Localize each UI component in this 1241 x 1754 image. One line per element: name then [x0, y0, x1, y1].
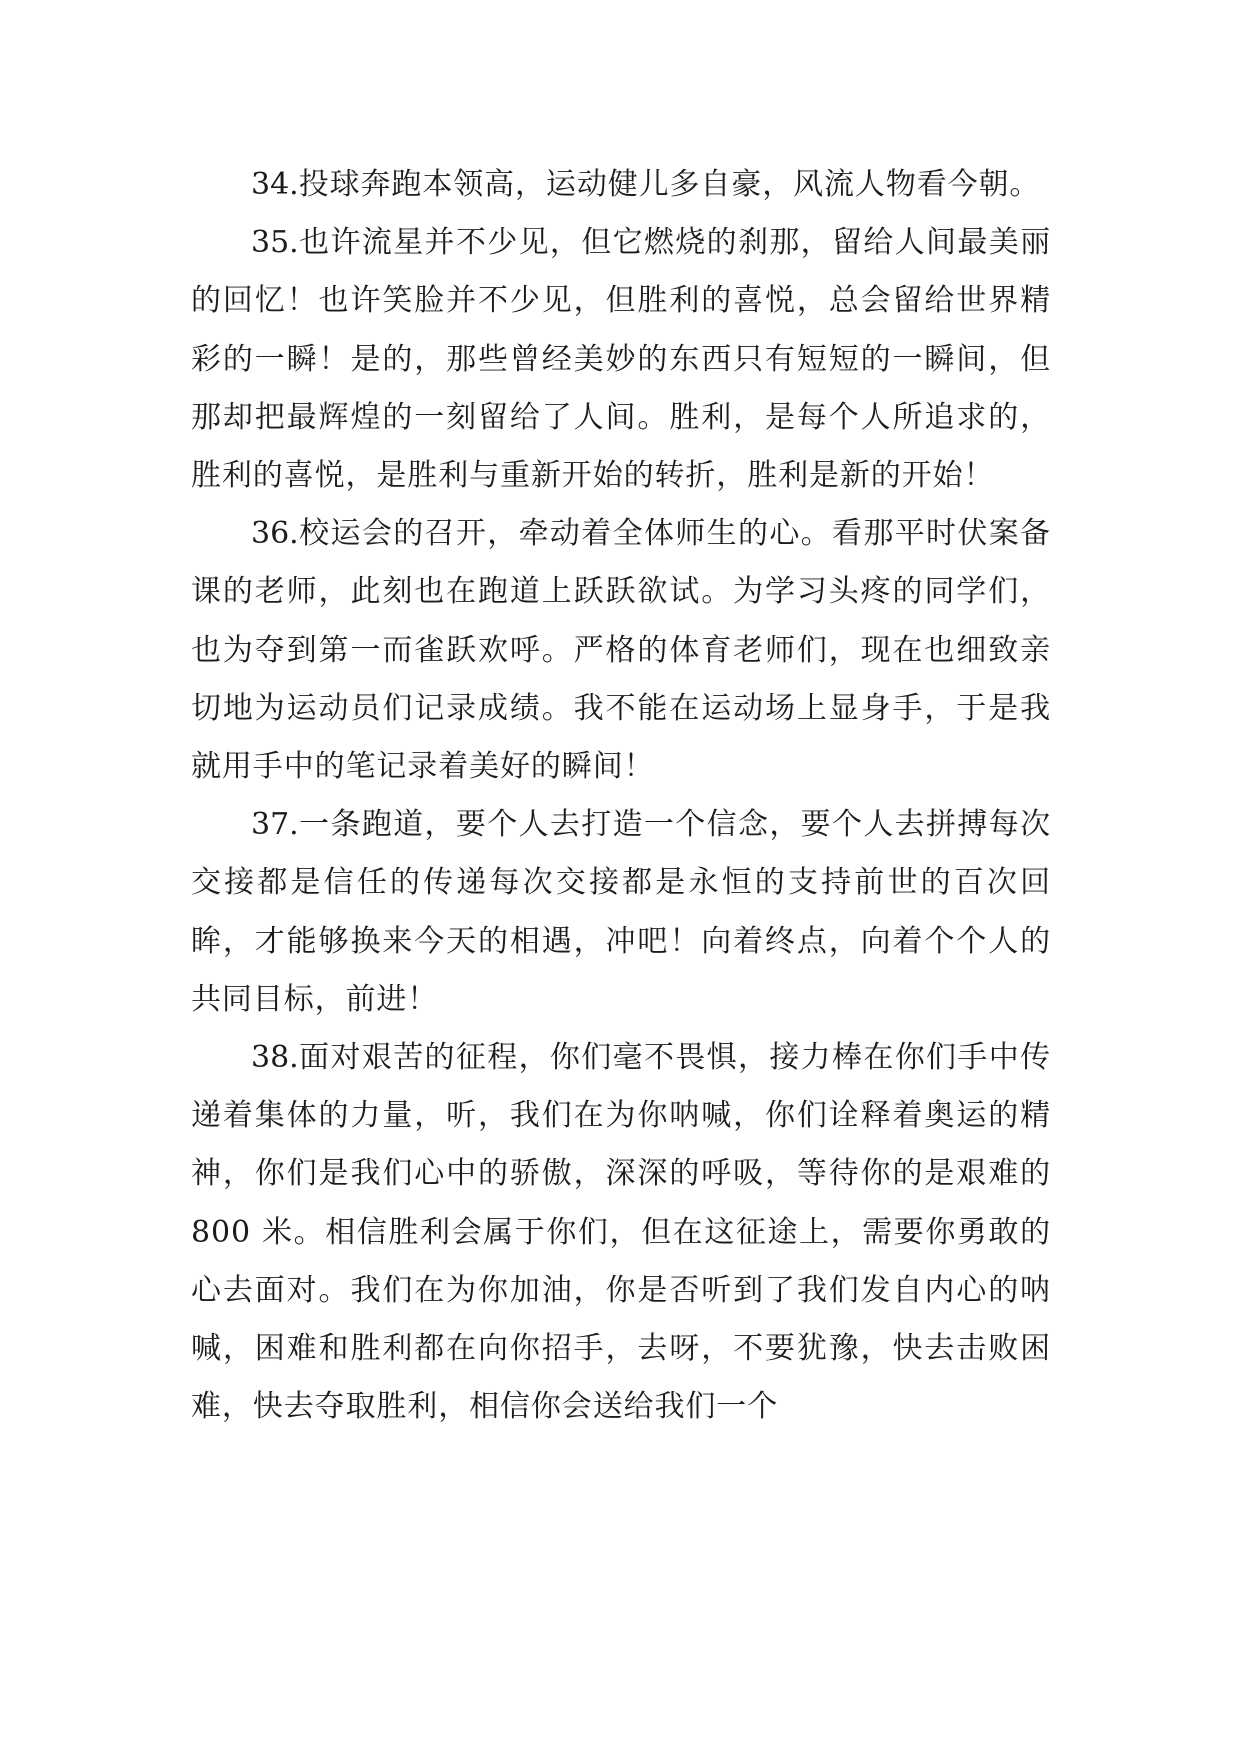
- paragraph-text: 校运会的召开，牵动着全体师生的心。看那平时伏案备课的老师，此刻也在跑道上跃跃欲试。为学习头疼的同学们，也为夺到第一而雀跃欢呼。严格的体育老师们，现在也细致亲切地为运动员们记录成绩。我不能在运动场上显身手，于是我就用手中的笔记录着美好的瞬间！: [191, 516, 1051, 785]
- paragraph-38: [191, 1029, 1051, 1436]
- paragraph-35: [191, 214, 1051, 505]
- paragraph-37: [191, 796, 1051, 1029]
- paragraph-number: 37.: [251, 807, 299, 843]
- paragraph-text: 投球奔跑本领高，运动健儿多自豪，风流人物看今朝。: [298, 167, 1041, 202]
- paragraph-34: [191, 156, 1051, 214]
- paragraph-number: 34.: [251, 167, 299, 202]
- paragraph-number: 35.: [251, 225, 299, 261]
- paragraph-36: [191, 505, 1051, 796]
- paragraph-text: 一条跑道，要个人去打造一个信念，要个人去拼搏每次交接都是信任的传递每次交接都是永恒的支持前世的百次回眸，才能够换来今天的相遇，冲吧！向着终点，向着个个人的共同目标，前进！: [191, 807, 1051, 1017]
- document-body: [191, 156, 1051, 1436]
- paragraph-text: 也许流星并不少见，但它燃烧的刹那，留给人间最美丽的回忆！也许笑脸并不少见，但胜利的喜悦，总会留给世界精彩的一瞬！是的，那些曾经美妙的东西只有短短的一瞬间，但那却把最辉煌的一刻留给了人间。胜利，是每个人所追求的，胜利的喜悦，是胜利与重新开始的转折，胜利是新的开始！: [191, 225, 1051, 494]
- paragraph-number: 38.: [251, 1040, 299, 1076]
- paragraph-number: 36.: [251, 516, 299, 552]
- paragraph-text: 面对艰苦的征程，你们毫不畏惧，接力棒在你们手中传递着集体的力量，听，我们在为你呐喊，你们诠释着奥运的精神，你们是我们心中的骄傲，深深的呼吸，等待你的是艰难的 800 米。相信胜利会属于你们，但在这征途上，需要你勇敢的心去面对。我们在为你加油，你是否听到了我们发自内心的呐喊，困难和胜利都在向你招手，去呀，不要犹豫，快去击败困难，快去夺取胜利，相信你会送给我们一个: [191, 1040, 1051, 1425]
